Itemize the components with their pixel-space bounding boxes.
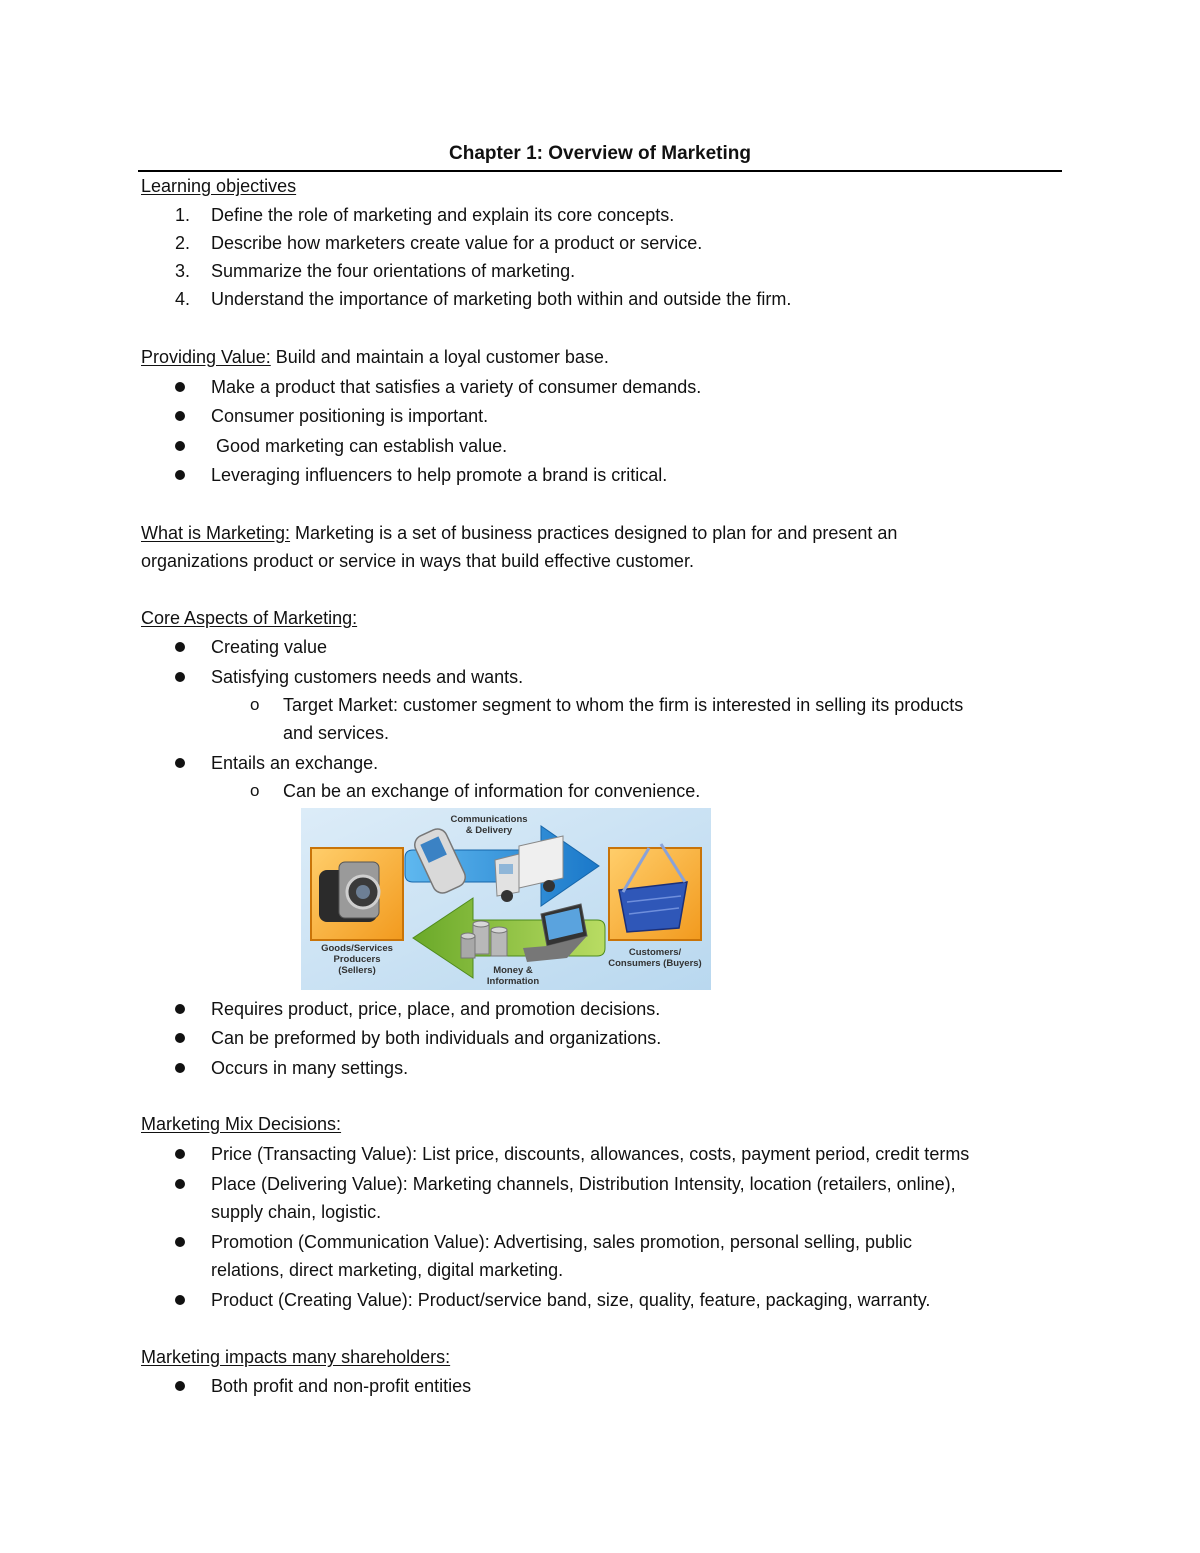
bullet-dot <box>175 642 185 652</box>
list-item-continued: supply chain, logistic. <box>211 1202 382 1222</box>
list-number: 3. <box>175 261 191 281</box>
bullet-dot <box>175 1033 185 1043</box>
learning-objectives-heading: Learning objectives <box>141 176 297 196</box>
money-label: Money & <box>493 965 533 976</box>
marketing-exchange-diagram <box>301 808 711 990</box>
money-label-line2: Information <box>486 976 540 987</box>
bullet-dot <box>175 1179 185 1189</box>
buyers-label: Customers/ <box>628 947 682 958</box>
bullet-dot <box>175 1063 185 1073</box>
list-number: 1. <box>175 205 191 225</box>
sellers-label-line2: Producers <box>333 954 381 965</box>
title-underline <box>138 170 1062 172</box>
list-item: Requires product, price, place, and promotion decisions. <box>211 999 661 1019</box>
core-aspects-heading: Core Aspects of Marketing: <box>141 608 358 628</box>
marketing-impacts-heading: Marketing impacts many shareholders: <box>141 1347 451 1367</box>
buyers-label-line2: Consumers (Buyers) <box>608 958 702 969</box>
list-item: Place (Delivering Value): Marketing channels, Distribution Intensity, location (retailers, online), <box>211 1174 956 1194</box>
list-number: 2. <box>175 233 191 253</box>
what-is-marketing-text-line2: organizations product or service in ways that build effective customer. <box>141 551 694 571</box>
list-item: Define the role of marketing and explain its core concepts. <box>211 205 675 225</box>
list-number: 4. <box>175 289 191 309</box>
bullet-dot <box>175 411 185 421</box>
list-item: Consumer positioning is important. <box>211 406 489 426</box>
bullet-dot <box>175 382 185 392</box>
list-item: Understand the importance of marketing both within and outside the firm. <box>211 289 792 309</box>
sub-list-item: Can be an exchange of information for convenience. <box>283 781 701 801</box>
list-item: Price (Transacting Value): List price, discounts, allowances, costs, payment period, credit terms <box>211 1144 970 1164</box>
bullet-dot <box>175 1295 185 1305</box>
list-item-continued: relations, direct marketing, digital marketing. <box>211 1260 564 1280</box>
bullet-dot <box>175 1149 185 1159</box>
bullet-dot <box>175 470 185 480</box>
list-item: Good marketing can establish value. <box>211 436 508 456</box>
camera-icon <box>319 862 379 922</box>
page-title: Chapter 1: Overview of Marketing <box>449 143 751 164</box>
bullet-dot <box>175 441 185 451</box>
list-item: Summarize the four orientations of marketing. <box>211 261 576 281</box>
sub-list-item: Target Market: customer segment to whom the firm is interested in selling its products <box>283 695 964 715</box>
list-item: Satisfying customers needs and wants. <box>211 667 524 687</box>
list-item: Can be preformed by both individuals and organizations. <box>211 1028 662 1048</box>
list-item: Make a product that satisfies a variety of consumer demands. <box>211 377 702 397</box>
bullet-dot <box>175 1381 185 1391</box>
what-is-marketing-heading: What is Marketing: <box>141 523 291 543</box>
sellers-label: Goods/Services <box>321 943 393 954</box>
providing-value-heading: Providing Value: <box>141 347 271 367</box>
sub-bullet-marker: o <box>250 781 260 800</box>
providing-value-paragraph <box>141 345 609 369</box>
list-item: Promotion (Communication Value): Advertising, sales promotion, personal selling, public <box>211 1232 913 1252</box>
list-item: Both profit and non-profit entities <box>211 1376 472 1396</box>
sellers-label-line3: (Sellers) <box>338 965 376 976</box>
what-is-marketing-paragraph <box>141 521 897 545</box>
list-item: Creating value <box>211 637 328 657</box>
bullet-dot <box>175 672 185 682</box>
sub-list-item-continued: and services. <box>283 723 390 743</box>
list-item: Entails an exchange. <box>211 753 379 773</box>
communications-label: Communications <box>450 814 528 825</box>
marketing-mix-heading: Marketing Mix Decisions: <box>141 1114 342 1134</box>
list-item: Describe how marketers create value for a product or service. <box>211 233 703 253</box>
list-item: Product (Creating Value): Product/service band, size, quality, feature, packaging, warranty. <box>211 1290 931 1310</box>
providing-value-text: Build and maintain a loyal customer base. <box>270 347 609 367</box>
sub-bullet-marker: o <box>250 695 260 714</box>
list-item: Occurs in many settings. <box>211 1058 409 1078</box>
what-is-marketing-text: Marketing is a set of business practices designed to plan for and present an <box>290 523 898 543</box>
list-item: Leveraging influencers to help promote a brand is critical. <box>211 465 668 485</box>
bullet-dot <box>175 1237 185 1247</box>
bullet-dot <box>175 758 185 768</box>
bullet-dot <box>175 1004 185 1014</box>
communications-label-line2: & Delivery <box>465 825 513 836</box>
buyers-box <box>609 844 701 940</box>
sellers-box <box>311 848 403 940</box>
